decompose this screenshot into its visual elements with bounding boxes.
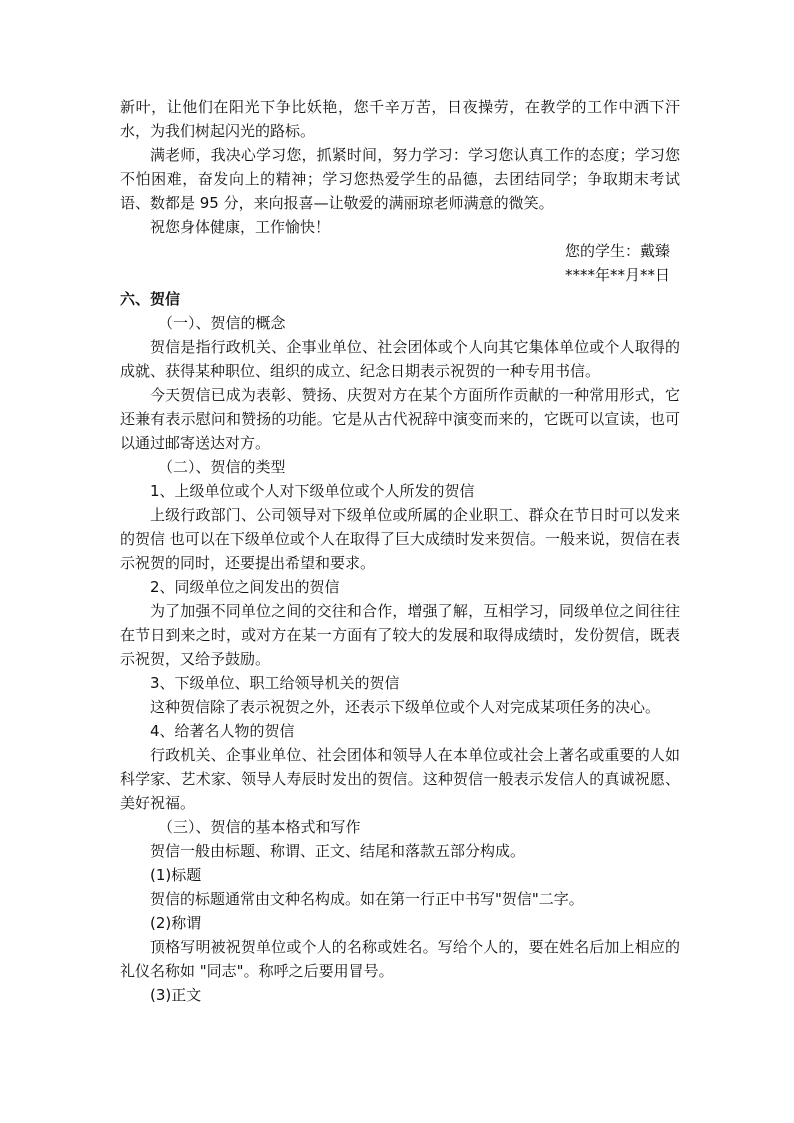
subsection-2-title: （二）、贺信的类型 [158,458,286,476]
type-3-paragraph: 这种贺信除了表示祝贺之外，还表示下级单位或个人对完成某项任务的决心。 [150,698,661,716]
type-2-title: 2、同级单位之间发出的贺信 [150,578,340,596]
format-heading-salutation: (2)称谓 [150,914,202,932]
concept-paragraph-2: 今天贺信已成为表彰、赞扬、庆贺对方在某个方面所作贡献的一种常用形式，它还兼有表示慰问和赞扬的功能。它是从古代祝辞中演变而来的，它既可以宣读，也可以通过邮寄送达对方。 [120,386,680,452]
subsection-1-title: （一）、贺信的概念 [158,314,286,332]
subsection-3-title: （三）、贺信的基本格式和写作 [158,818,361,836]
document-body [120,95,680,1007]
type-3-title: 3、下级单位、职工给领导机关的贺信 [150,674,400,692]
letter-signature: 您的学生：戴臻 [564,242,670,260]
letter-closing: 祝您身体健康，工作愉快！ [150,218,331,236]
format-heading-body: (3)正文 [150,986,202,1004]
concept-paragraph-1: 贺信是指行政机关、企事业单位、社会团体或个人向其它集体单位或个人取得的成就、获得某种职位、组织的成立、纪念日期表示祝贺的一种专用书信。 [120,338,680,380]
type-4-paragraph: 行政机关、企事业单位、社会团体和领导人在本单位或社会上著名或重要的人如科学家、艺术家、领导人寿辰时发出的贺信。这种贺信一般表示发信人的真诚祝愿、美好祝福。 [120,746,680,812]
section-title: 六、贺信 [120,290,181,308]
format-paragraph-2: 贺信的标题通常由文种名构成。如在第一行正中书写"贺信"二字。 [150,890,584,908]
type-2-paragraph: 为了加强不同单位之间的交往和合作，增强了解，互相学习，同级单位之间往往在节日到来之时，或对方在某一方面有了较大的发展和取得成绩时，发份贺信，既表示祝贺，又给予鼓励。 [120,602,680,668]
type-1-paragraph: 上级行政部门、公司领导对下级单位或所属的企业职工、群众在节日时可以发来的贺信 也可以在下级单位或个人在取得了巨大成绩时发来贺信。一般来说，贺信在表示祝贺的同时，还要提出希望和要求。 [120,506,680,572]
letter-paragraph-2: 满老师，我决心学习您，抓紧时间，努力学习：学习您认真工作的态度；学习您不怕困难，奋发向上的精神；学习您热爱学生的品德，去团结同学；争取期末考试语、数都是 95 分，来向报喜—让敬爱的满丽琼老师满意的微笑。 [120,146,680,212]
format-heading-title: (1)标题 [150,866,202,884]
letter-paragraph-1: 新叶，让他们在阳光下争比妖艳，您千辛万苦，日夜操劳，在教学的工作中洒下汗水，为我们树起闪光的路标。 [120,98,680,140]
type-4-title: 4、给著名人物的贺信 [150,722,295,740]
format-paragraph-1: 贺信一般由标题、称谓、正文、结尾和落款五部分构成。 [150,842,526,860]
letter-date: ****年**月**日 [564,266,670,284]
format-paragraph-3: 顶格写明被祝贺单位或个人的名称或姓名。写给个人的，要在姓名后加上相应的礼仪名称如 "同志"。称呼之后要用冒号。 [120,938,680,980]
type-1-title: 1、上级单位或个人对下级单位或个人所发的贺信 [150,482,475,500]
